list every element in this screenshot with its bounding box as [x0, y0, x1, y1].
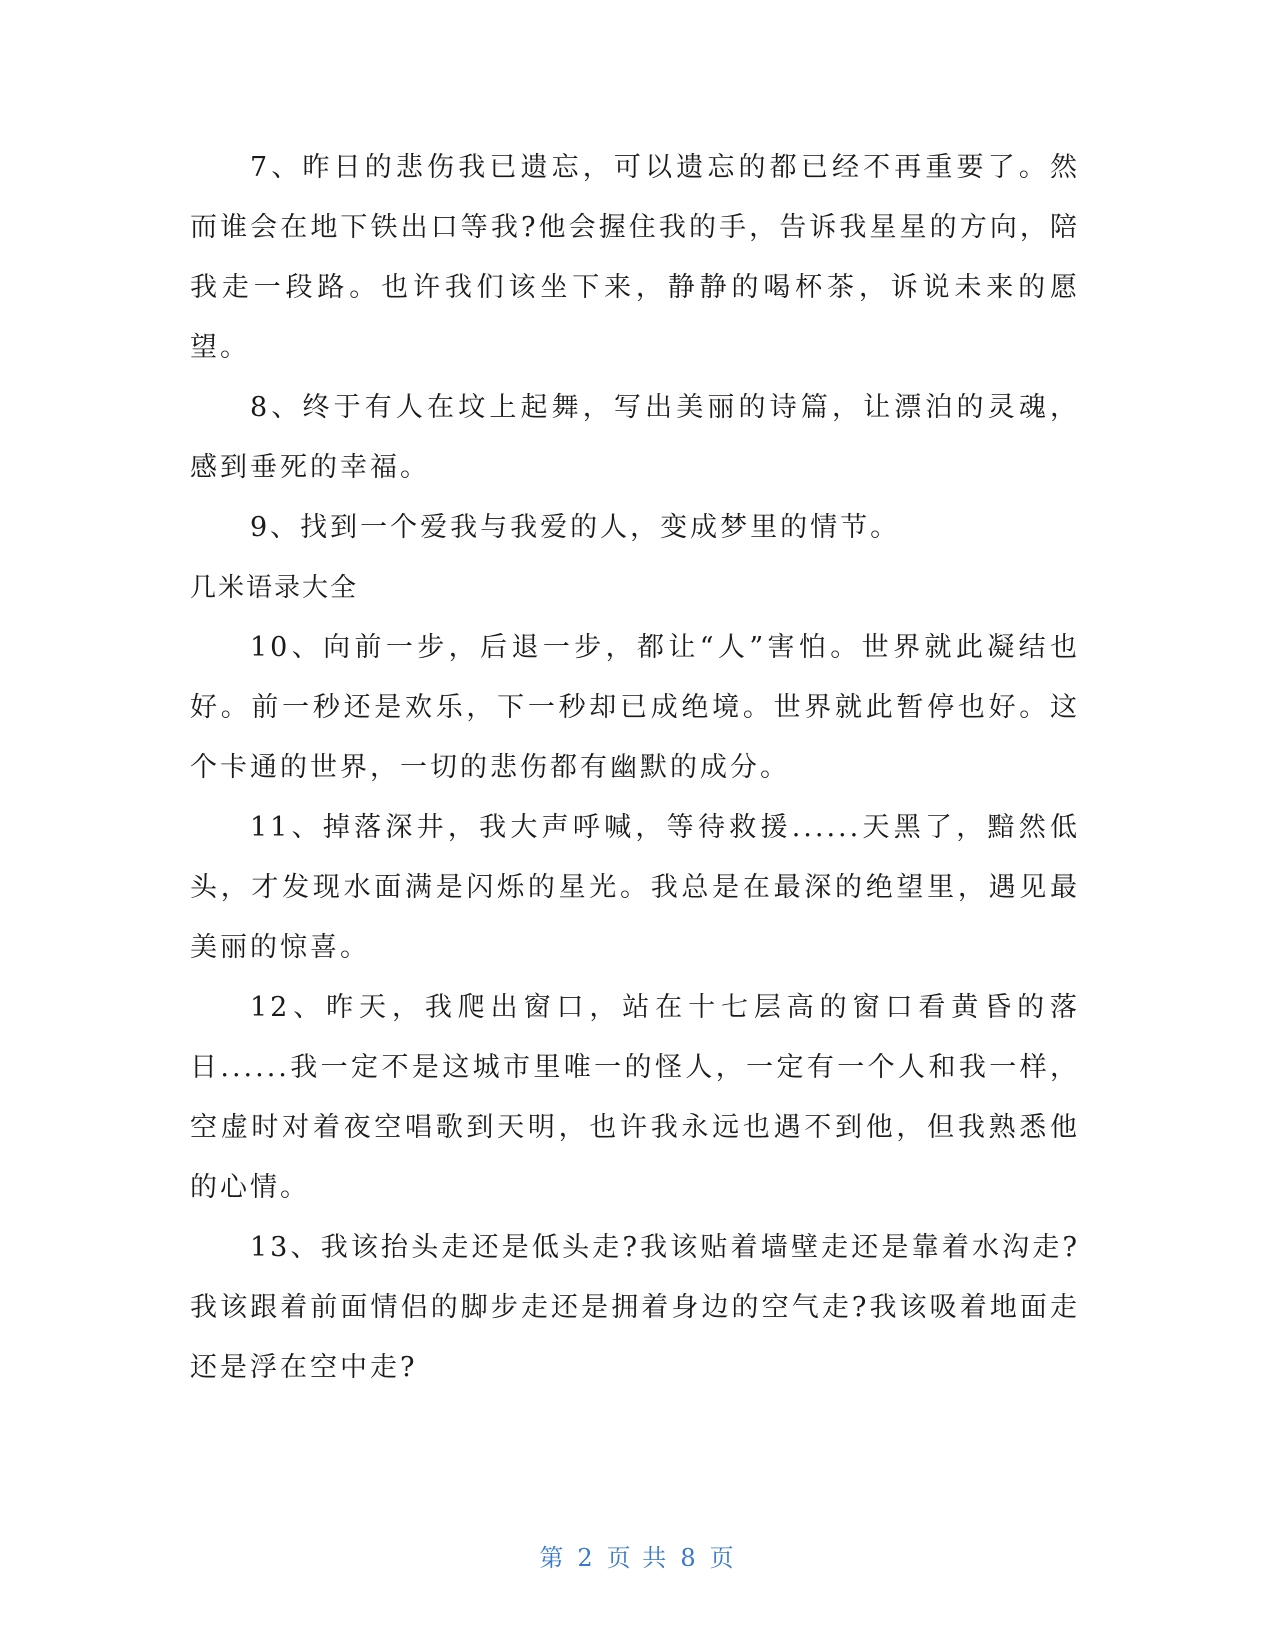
footer-total-pages: 8: [680, 1544, 698, 1572]
paragraph-13: 13、我该抬头走还是低头走?我该贴着墙壁走还是靠着水沟走?我该跟着前面情侣的脚步走还是拥着身边的空气走?我该吸着地面走还是浮在空中走?: [190, 1232, 1080, 1383]
paragraph-9: 9、找到一个爱我与我爱的人，变成梦里的情节。: [250, 512, 901, 543]
footer-middle: 页 共: [606, 1544, 669, 1572]
paragraph-8: 8、终于有人在坟上起舞，写出美丽的诗篇，让漂泊的灵魂，感到垂死的幸福。: [190, 392, 1080, 483]
document-body: [190, 138, 1080, 1398]
paragraph-7: 7、昨日的悲伤我已遗忘，可以遗忘的都已经不再重要了。然而谁会在地下铁出口等我?他会握住我的手，告诉我星星的方向，陪我走一段路。也许我们该坐下来，静静的喝杯茶，诉说未来的愿望。: [190, 152, 1080, 363]
paragraph-11: 11、掉落深井，我大声呼喊，等待救援......天黑了，黯然低头，才发现水面满是闪烁的星光。我总是在最深的绝望里，遇见最美丽的惊喜。: [190, 812, 1080, 963]
paragraph-12: 12、昨天，我爬出窗口，站在十七层高的窗口看黄昏的落日......我一定不是这城市里唯一的怪人，一定有一个人和我一样，空虚时对着夜空唱歌到天明，也许我永远也遇不到他，但我熟悉他的心情。: [190, 992, 1080, 1203]
page-number-footer: [0, 1538, 1275, 1573]
footer-current-page: 2: [577, 1544, 595, 1572]
section-heading: 几米语录大全: [190, 573, 359, 603]
footer-prefix: 第: [539, 1544, 566, 1572]
paragraph-10: 10、向前一步，后退一步，都让“人”害怕。世界就此凝结也好。前一秒还是欢乐，下一秒却已成绝境。世界就此暂停也好。这个卡通的世界，一切的悲伤都有幽默的成分。: [190, 632, 1080, 783]
footer-suffix: 页: [709, 1544, 736, 1572]
